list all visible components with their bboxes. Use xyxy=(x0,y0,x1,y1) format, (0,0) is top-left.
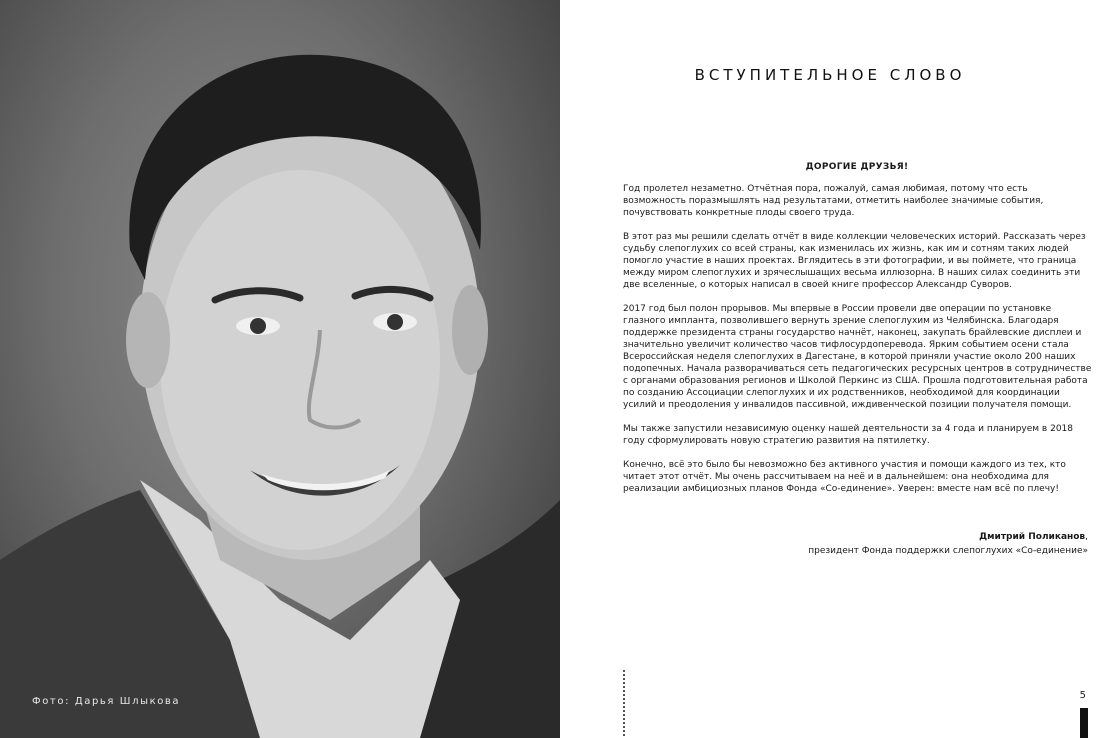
body-text xyxy=(623,183,1093,507)
paragraph-1: Год пролетел незаметно. Отчётная пора, пожалуй, самая любимая, потому что есть возможность поразмышлять над результатами, отметить наиболее значимые события, почувствовать конкретные плоды своего труда. xyxy=(623,184,1044,218)
page-title: ВСТУПИТЕЛЬНОЕ СЛОВО xyxy=(694,66,966,84)
paragraph-2: В этот раз мы решили сделать отчёт в виде коллекции человеческих историй. Рассказать через судьбу слепоглухих со всей страны, как изменилась их жизнь, как им и сотням таких людей помогло участие в наших проектах. Вглядитесь в эти фотографии, и вы поймете, что граница между миром слепоглухих и зрячеслышащих весьма иллюзорна. В наших силах соединить эти две вселенные, о которых написал в своей книге профессор Александр Суворов. xyxy=(623,232,1086,290)
photo-credit: Фото: Дарья Шлыкова xyxy=(32,696,181,707)
greeting-heading: ДОРОГИЕ ДРУЗЬЯ! xyxy=(805,162,909,172)
paragraph-4: Мы также запустили независимую оценку нашей деятельности за 4 года и планируем в 2018 году сформулировать новую стратегию развития на пятилетку. xyxy=(623,424,1074,446)
page-marker-bar xyxy=(1080,708,1088,738)
paragraph-5: Конечно, всё это было бы невозможно без активного участия и помощи каждого из тех, кто читает этот отчёт. Мы очень рассчитываем на неё и в дальнейшем: она необходима для реализации амбициозных планов Фонда «Со-единение». Уверен: вместе нам всё по плечу! xyxy=(623,460,1066,494)
signature-name: Дмитрий Поликанов xyxy=(979,532,1086,542)
page-number: 5 xyxy=(1079,690,1086,701)
dotted-divider xyxy=(623,670,625,736)
paragraph-3: 2017 год был полон прорывов. Мы впервые в России провели две операции по установке глазного импланта, позволившего вернуть зрение слепоглухим из Челябинска. Благодаря поддержке президента страны государство начнёт, наконец, закупать брайлевские дисплеи и значительно увеличит количество часов тифлосурдоперевода. Ярким событием осени стала Всероссийская неделя слепоглухих в Дагестане, в которой приняли участие около 200 наших подопечных. Начала разворачиваться сеть педагогических ресурсных центров в сотрудничестве с органами образования регионов и Школой Перкинс из США. Прошла подготовительная работа по созданию Ассоциации слепоглухих и их родственников, необходимой для координации усилий и преодоления у инвалидов пассивной, иждивенческой позиции получателя помощи. xyxy=(623,304,1092,410)
intro-text-page xyxy=(560,0,1100,738)
signature-block xyxy=(808,530,1088,558)
signature-title: президент Фонда поддержки слепоглухих «Со-единение» xyxy=(808,546,1088,556)
signature-comma: , xyxy=(1085,532,1088,542)
